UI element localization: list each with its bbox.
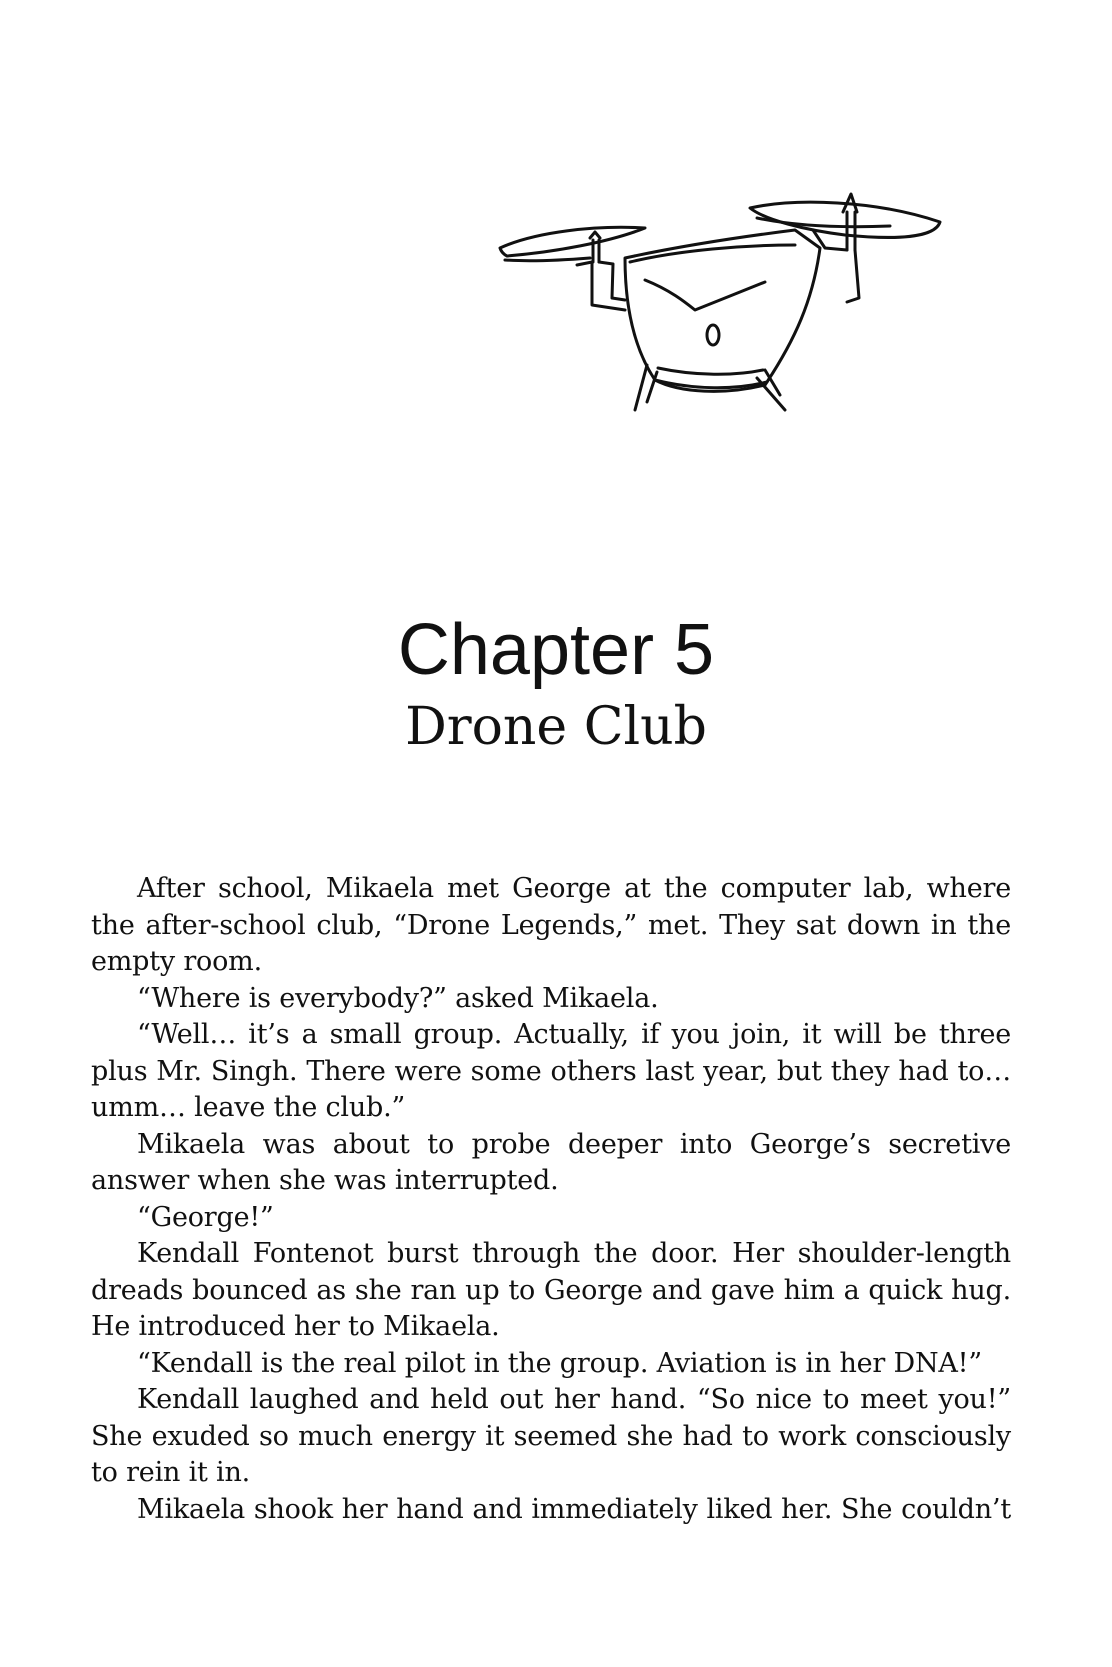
paragraph: “Kendall is the real pilot in the group. Aviation is in her DNA!”	[137, 1347, 982, 1379]
paragraph: Mikaela was about to probe deeper into George’s secretive answer when she was interrupted.	[91, 1128, 1011, 1196]
paragraph: Mikaela shook her hand and immediately liked her. She couldn’t	[137, 1493, 1011, 1525]
chapter-title: Drone Club	[405, 697, 707, 757]
paragraph: Kendall Fontenot burst through the door. Her shoulder-length dreads bounced as she ran up to George and gave him a quick hug. He introduced her to Mikaela.	[91, 1238, 1011, 1342]
drone-illustration-icon	[495, 190, 975, 440]
paragraph: “Where is everybody?” asked Mikaela.	[137, 982, 659, 1014]
chapter-number: Chapter 5	[397, 610, 715, 690]
paragraph: “Well… it’s a small group. Actually, if you join, it will be three plus Mr. Singh. There were some others last year, but they had to… umm… leave the club.”	[91, 1019, 1011, 1123]
paragraph: After school, Mikaela met George at the computer lab, where the after-school club, “Drone Legends,” met. They sat down in the empty room.	[91, 873, 1011, 977]
paragraph: Kendall laughed and held out her hand. “So nice to meet you!” She exuded so much energy it seemed she had to work consciously to rein it in.	[91, 1384, 1011, 1488]
chapter-body	[91, 871, 1011, 1528]
paragraph: “George!”	[137, 1201, 274, 1233]
